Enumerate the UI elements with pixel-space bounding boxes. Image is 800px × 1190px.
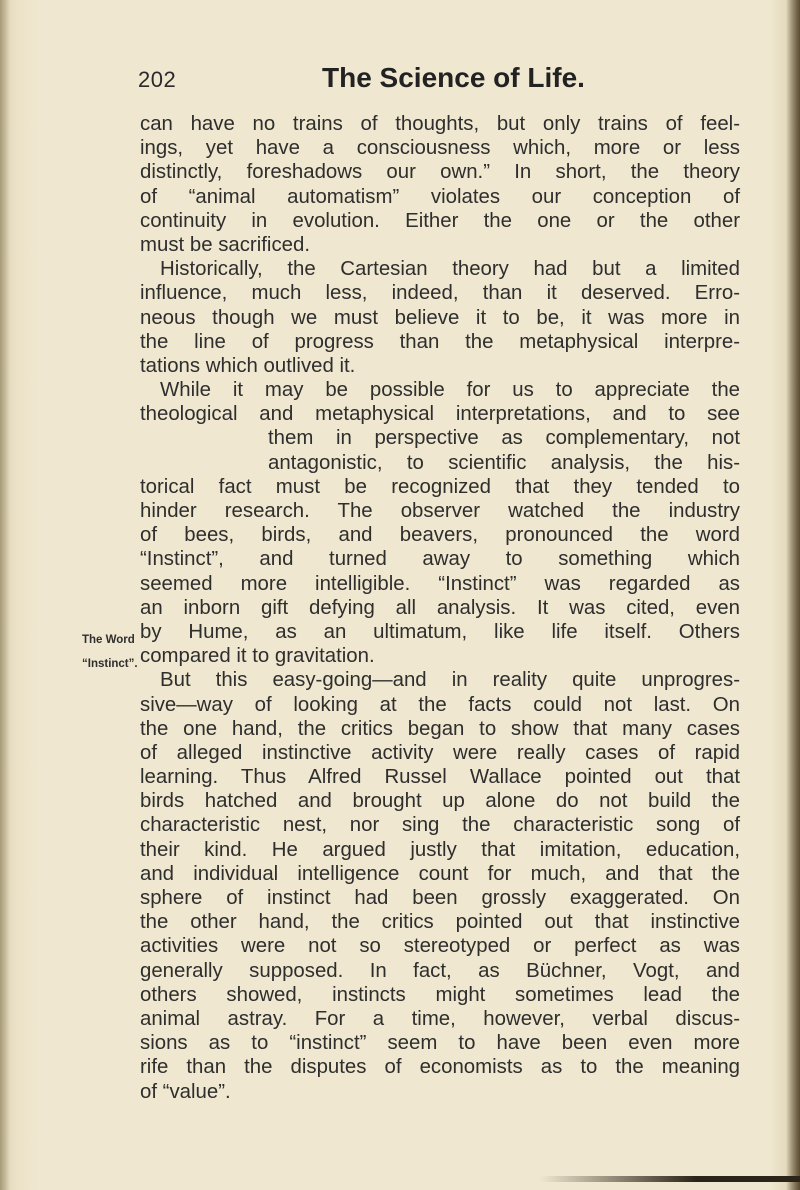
page-bottom-edge [540, 1176, 800, 1182]
text-line: characteristic nest, nor sing the characteristic song of [140, 814, 740, 837]
text-line: “Instinct”, and turned away to something which [140, 548, 740, 571]
margin-note-line: “Instinct”. [82, 658, 138, 671]
text-line: But this easy-going—and in reality quite unprogres- [160, 669, 740, 692]
text-line: seemed more intelligible. “Instinct” was regarded as [140, 572, 740, 595]
text-line: influence, much less, indeed, than it deserved. Erro- [140, 282, 740, 305]
text-line: of “animal automatism” violates our conception of [140, 185, 740, 208]
text-line: learning. Thus Alfred Russel Wallace pointed out that [140, 766, 740, 789]
binding-shadow [0, 0, 10, 1190]
text-line: distinctly, foreshadows our own.” In short, the theory [140, 161, 740, 184]
text-line: of “value”. [140, 1080, 231, 1103]
text-line: rife than the disputes of economists as to the meaning [140, 1056, 740, 1079]
page-header [0, 62, 800, 96]
text-line: ings, yet have a consciousness which, more or less [140, 137, 740, 160]
text-line: torical fact must be recognized that they tended to [140, 475, 740, 498]
text-line: Historically, the Cartesian theory had but a limited [160, 258, 740, 281]
text-line: theological and metaphysical interpretations, and to see [140, 403, 740, 426]
text-line: the line of progress than the metaphysical interpre- [140, 330, 740, 353]
text-line: others showed, instincts might sometimes lead the [140, 983, 740, 1006]
text-line: an inborn gift defying all analysis. It was cited, even [140, 596, 740, 619]
text-line: sphere of instinct had been grossly exaggerated. On [140, 887, 740, 909]
text-line: sive—way of looking at the facts could not last. On [140, 693, 740, 716]
text-line: the one hand, the critics began to show that many cases [140, 717, 740, 740]
text-line: activities were not so stereotyped or perfect as was [140, 935, 740, 958]
text-line: antagonistic, to scientific analysis, the his- [268, 451, 740, 474]
text-line: them in perspective as complementary, not [268, 427, 740, 450]
text-line: generally supposed. In fact, as Büchner, Vogt, and [140, 959, 740, 982]
body-text [140, 112, 740, 1104]
margin-note-line: The Word [82, 634, 135, 646]
text-line: of alleged instinctive activity were really cases of rapid [140, 741, 740, 764]
page-number: 202 [138, 67, 177, 92]
text-line: sions as to “instinct” seem to have been even more [140, 1032, 740, 1055]
text-line: their kind. He argued justly that imitation, education, [140, 838, 740, 861]
text-line: the other hand, the critics pointed out that instinctive [140, 911, 740, 934]
text-line: must be sacrificed. [140, 233, 310, 256]
text-line: continuity in evolution. Either the one or the other [140, 209, 740, 232]
page-edge [786, 0, 800, 1190]
text-line: compared it to gravitation. [140, 645, 375, 668]
text-line: hinder research. The observer watched the industry [140, 500, 740, 522]
text-line: animal astray. For a time, however, verbal discus- [140, 1007, 740, 1030]
text-line: neous though we must believe it to be, it was more in [140, 306, 740, 329]
text-line: by Hume, as an ultimatum, like life itself. Others [140, 620, 740, 643]
text-line: and individual intelligence count for much, and that the [140, 862, 740, 885]
text-line: tations which outlived it. [140, 354, 356, 377]
text-line: While it may be possible for us to appreciate the [160, 379, 740, 402]
text-line: birds hatched and brought up alone do not build the [140, 790, 740, 813]
text-line: can have no trains of thoughts, but only trains of feel- [140, 113, 740, 135]
running-title: The Science of Life. [322, 62, 585, 93]
text-line: of bees, birds, and beavers, pronounced the word [140, 524, 740, 547]
